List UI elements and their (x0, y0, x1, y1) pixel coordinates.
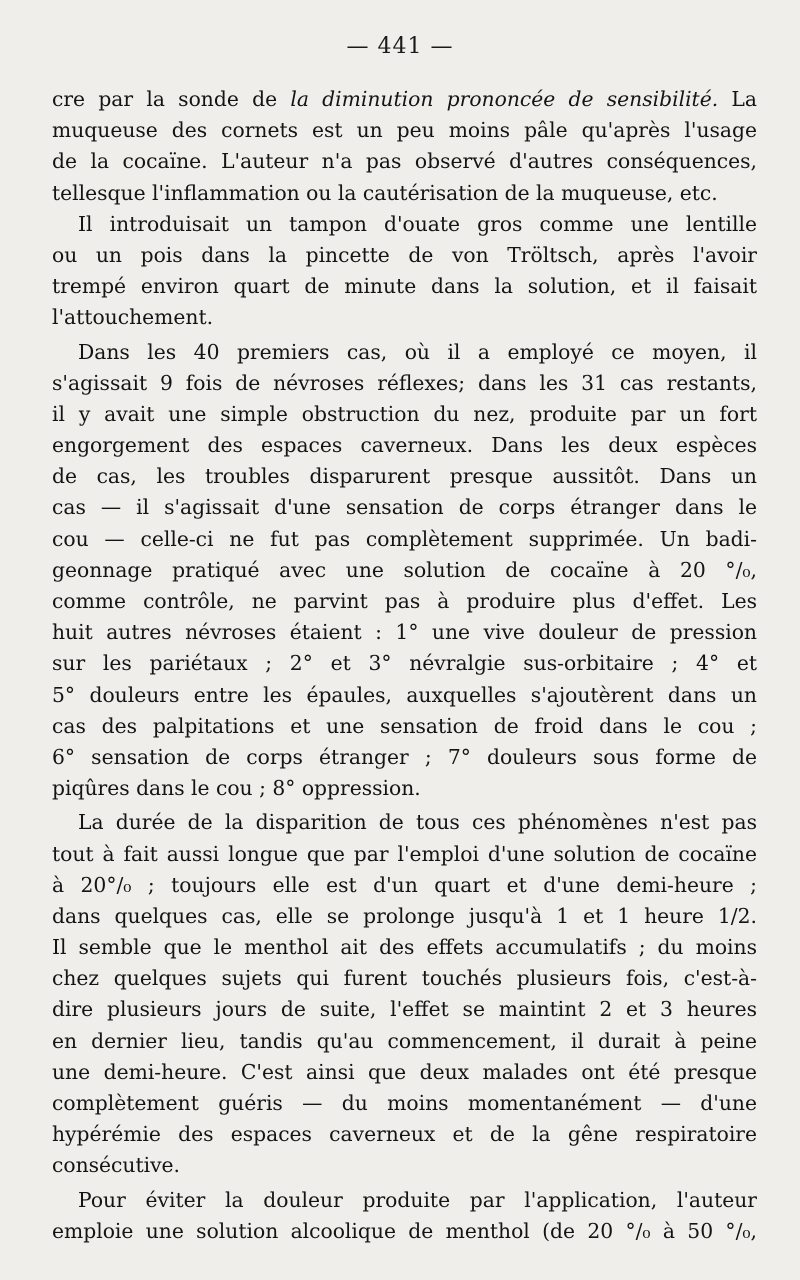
text-line: trempé environ quart de minute dans la solution, et il faisait (52, 274, 757, 299)
text-line: à 20°/₀ ; toujours elle est d'un quart et d'une demi-heure ; (52, 872, 757, 897)
text-line: cas — il s'agissait d'une sensation de corps étranger dans le (52, 495, 757, 520)
page-number: — 441 — (346, 34, 454, 59)
text-line: 6° sensation de corps étranger ; 7° douleurs sous forme de (52, 744, 757, 769)
text-line: dire plusieurs jours de suite, l'effet se maintint 2 et 3 heures (52, 997, 757, 1022)
text-line (52, 84, 757, 115)
text-line: de la cocaïne. L'auteur n'a pas observé d'autres conséquences, (52, 149, 757, 174)
text-line: tout à fait aussi longue que par l'emploi d'une solution de cocaïne (52, 841, 757, 866)
text-line: s'agissait 9 fois de névroses réflexes; dans les 31 cas restants, (52, 370, 757, 395)
text-line: La durée de la disparition de tous ces phénomènes n'est pas (78, 810, 757, 835)
text-line: consécutive. (52, 1153, 181, 1178)
text-line: geonnage pratiqué avec une solution de cocaïne à 20 °/₀, (52, 557, 757, 582)
text-line: emploie une solution alcoolique de menthol (de 20 °/₀ à 50 °/₀, (52, 1218, 757, 1243)
italic-emphasis: la diminution prononcée de sensibilité. (290, 87, 719, 111)
text-line: complètement guéris — du moins momentanément — d'une (52, 1091, 757, 1115)
text-line: dans quelques cas, elle se prolonge jusqu'à 1 et 1 heure 1/2. (52, 903, 757, 928)
text-line: il y avait une simple obstruction du nez, produite par un fort (52, 401, 757, 426)
text-line: huit autres névroses étaient : 1° une vive douleur de pression (52, 620, 757, 645)
text-line: en dernier lieu, tandis qu'au commencement, il durait à peine (52, 1028, 757, 1053)
body-text (52, 84, 757, 1247)
text-line: ou un pois dans la pincette de von Tröltsch, après l'avoir (52, 242, 757, 267)
text-line: tellesque l'inflammation ou la cautérisation de la muqueuse, etc. (52, 180, 718, 205)
text-line: muqueuse des cornets est un peu moins pâle qu'après l'usage (52, 118, 757, 143)
text-line: cou — celle-ci ne fut pas complètement supprimée. Un badi- (52, 526, 757, 551)
text-line: Pour éviter la douleur produite par l'application, l'auteur (78, 1187, 757, 1212)
text-line: engorgement des espaces caverneux. Dans les deux espèces (52, 433, 757, 458)
text-line: comme contrôle, ne parvint pas à produire plus d'effet. Les (52, 589, 757, 613)
text-line: de cas, les troubles disparurent presque aussitôt. Dans un (52, 464, 757, 489)
text-segment: cre par la sonde de (52, 87, 291, 111)
text-line: sur les pariétaux ; 2° et 3° névralgie sus-orbitaire ; 4° et (52, 651, 757, 676)
text-line: l'attouchement. (52, 305, 214, 330)
text-line: chez quelques sujets qui furent touchés plusieurs fois, c'est-à- (52, 966, 757, 991)
text-line: Il introduisait un tampon d'ouate gros comme une lentille (78, 211, 757, 236)
text-line: hypérémie des espaces caverneux et de la gêne respiratoire (52, 1122, 757, 1147)
text-line: une demi-heure. C'est ainsi que deux malades ont été presque (52, 1059, 757, 1084)
text-segment: La (718, 87, 757, 111)
text-line: piqûres dans le cou ; 8° oppression. (52, 776, 421, 801)
text-line: cas des palpitations et une sensation de froid dans le cou ; (52, 713, 757, 738)
text-line: Dans les 40 premiers cas, où il a employé ce moyen, il (78, 339, 757, 364)
text-line: Il semble que le menthol ait des effets accumulatifs ; du moins (52, 935, 757, 960)
text-line: 5° douleurs entre les épaules, auxquelles s'ajoutèrent dans un (52, 682, 757, 707)
